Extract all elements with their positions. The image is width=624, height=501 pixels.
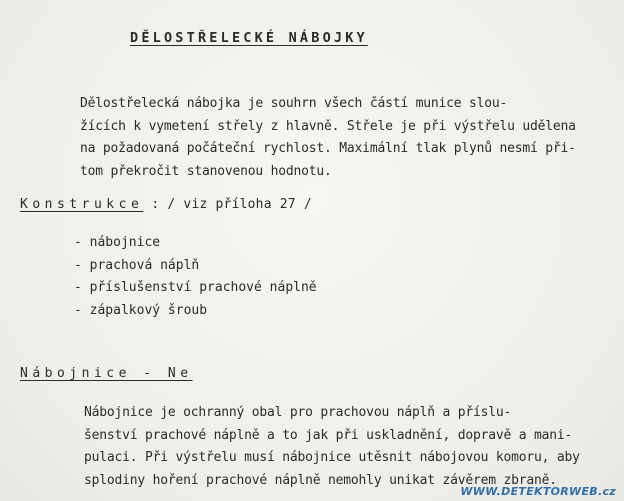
watermark: WWW.DETEKTORWEB.cz [460, 485, 616, 498]
list-item: - zápalkový šroub [74, 302, 208, 318]
list-item: - nábojnice [74, 235, 161, 250]
konstrukce-reference: / viz příloha 27 / [167, 197, 312, 212]
intro-paragraph: Dělostřelecká nábojka je souhrn všech částí munice slou- žících k vymetení střely z hlavně. Střele je při výstřelu udělena na požadovaná počáteční rychlost. Maximální tlak plynů nesmí při- tom překročit stanovenou hodnotu. [80, 96, 576, 179]
component-list [74, 232, 317, 322]
konstrukce-separator: : [151, 197, 160, 212]
document-title: DĚLOSTŘELECKÉ NÁBOJKY [130, 30, 368, 46]
nabojnice-heading [20, 366, 193, 381]
list-item: - příslušenství prachové náplně [74, 280, 317, 295]
nabojnice-paragraph: Nábojnice je ochranný obal pro prachovou náplň a příslu- šenství prachové náplně a to jak při uskladnění, dopravě a mani- pulaci. Při výstřelu musí nábojnice utěsnit nábojovou komoru, aby splodiny hoření prachové náplně nemohly unikat závěrem zbraně. [84, 405, 580, 488]
list-item: - prachová náplň [74, 257, 200, 273]
konstrukce-heading [20, 197, 312, 212]
konstrukce-label: Konstrukce [20, 197, 144, 212]
nabojnice-heading-text: Nábojnice - Ne [20, 366, 193, 381]
